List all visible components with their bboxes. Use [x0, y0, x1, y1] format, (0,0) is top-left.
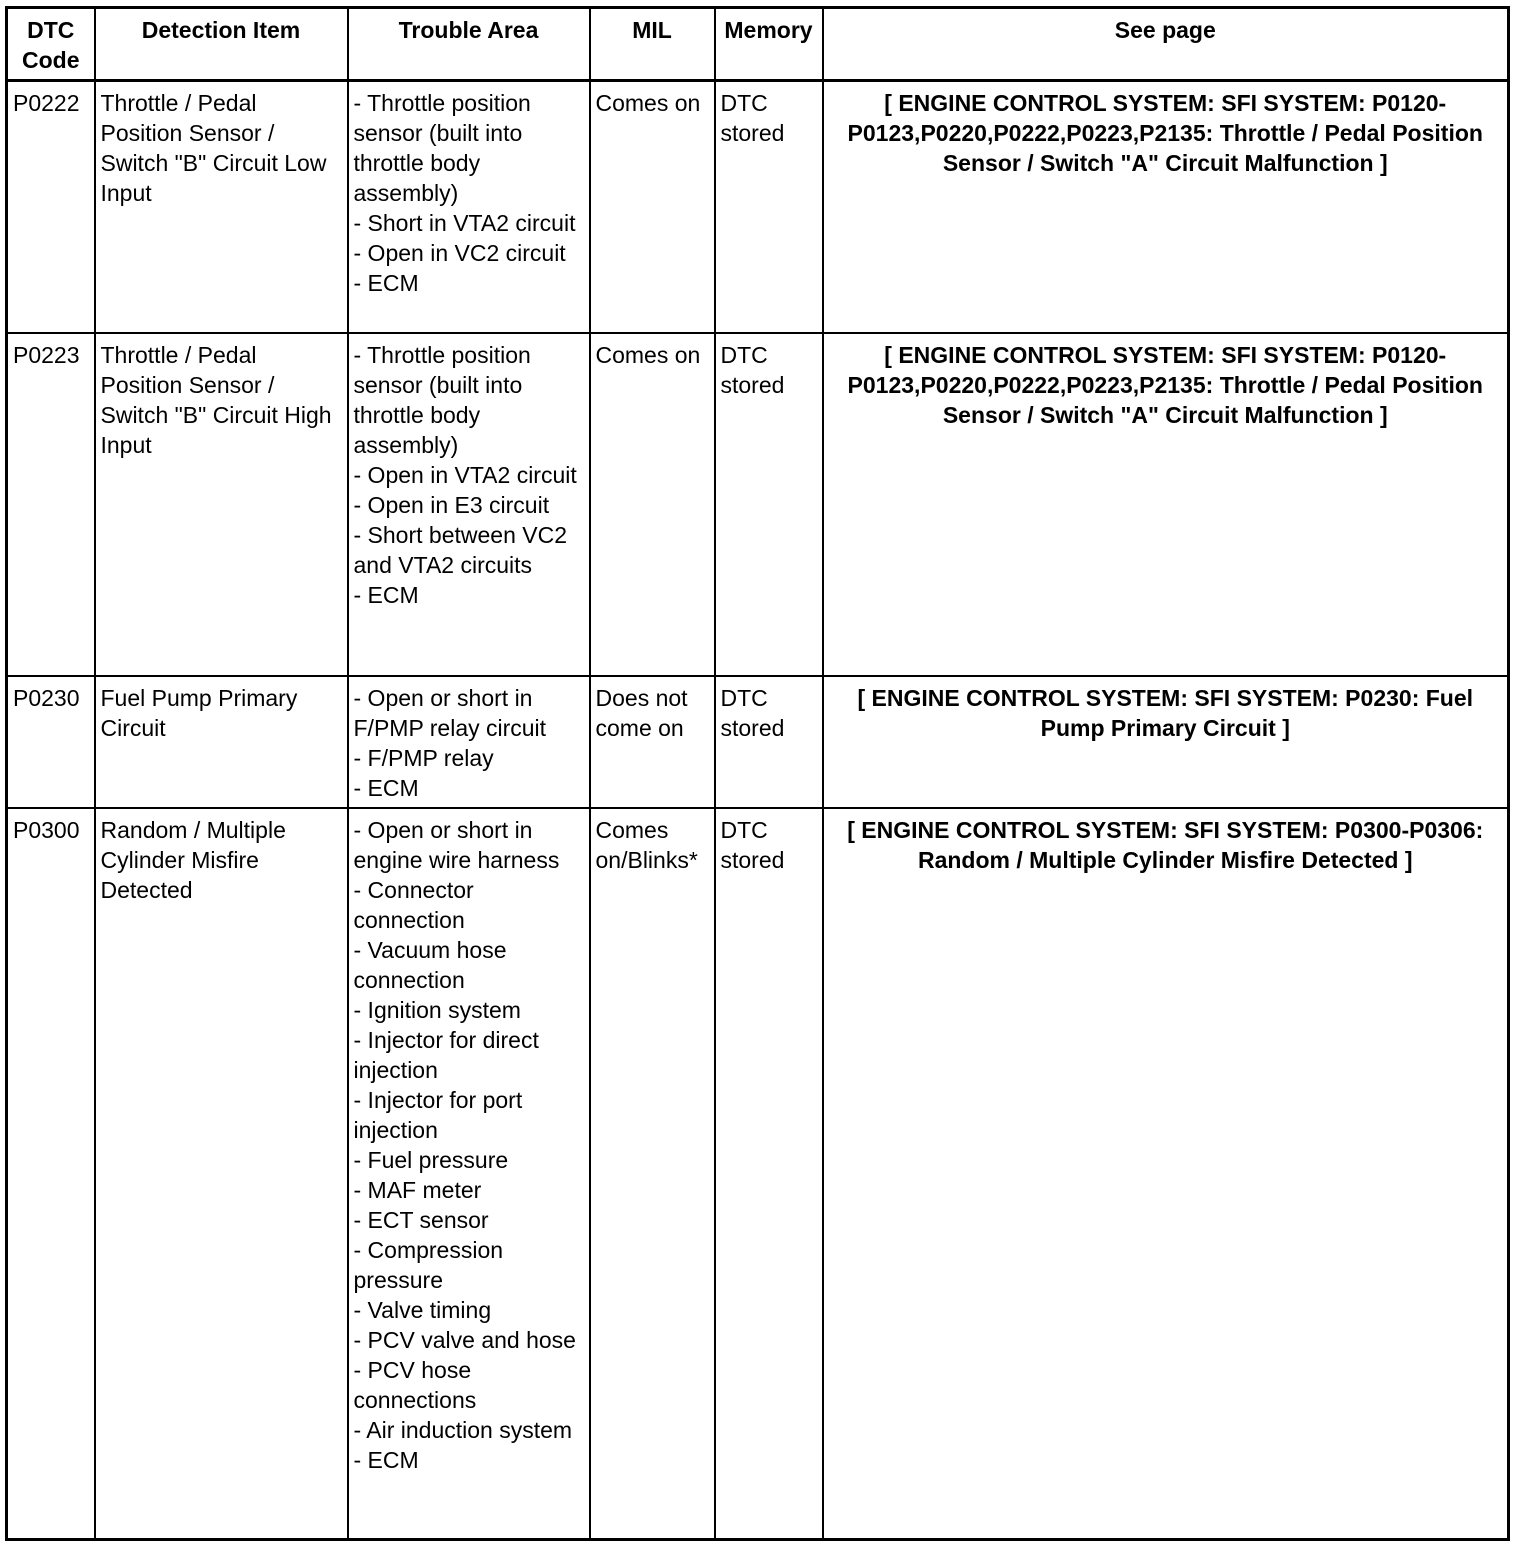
- memory-cell: DTC stored: [715, 333, 823, 676]
- memory-cell: DTC stored: [715, 676, 823, 808]
- trouble-area-item: - Fuel pressure: [353, 1146, 509, 1173]
- trouble-area-cell: [348, 81, 590, 333]
- trouble-area-item: - Throttle position sensor (built into throttle body assembly): [353, 90, 531, 206]
- trouble-area-cell: [348, 333, 590, 676]
- mil-cell: Does not come on: [590, 676, 715, 808]
- mil-cell: Comes on/Blinks*: [590, 808, 715, 1540]
- table-row: [7, 81, 1509, 333]
- trouble-area-item: - ECM: [353, 270, 419, 296]
- table-header-row: [7, 8, 1509, 81]
- trouble-area-item: - F/PMP relay: [353, 744, 494, 771]
- trouble-area-item: - Short in VTA2 circuit: [353, 210, 576, 236]
- detection-item-cell: Fuel Pump Primary Circuit: [95, 676, 348, 808]
- trouble-area-cell: [348, 808, 590, 1540]
- mil-cell: Comes on: [590, 81, 715, 333]
- mil-cell: Comes on: [590, 333, 715, 676]
- trouble-area-item: - Open in VTA2 circuit: [353, 461, 577, 488]
- trouble-area-item: - Open or short in F/PMP relay circuit: [353, 684, 547, 741]
- detection-item-cell: Throttle / Pedal Position Sensor / Switch "B" Circuit Low Input: [95, 81, 348, 333]
- trouble-area-item: - PCV valve and hose: [353, 1326, 576, 1353]
- trouble-area-item: - Injector for port injection: [353, 1086, 523, 1143]
- trouble-area-item: - PCV hose connections: [353, 1356, 477, 1413]
- trouble-area-item: - Compression pressure: [353, 1236, 504, 1293]
- memory-cell: DTC stored: [715, 808, 823, 1540]
- dtc-code-cell: P0230: [7, 676, 95, 808]
- trouble-area-item: - ECT sensor: [353, 1206, 489, 1233]
- trouble-area-item: - Vacuum hose connection: [353, 936, 507, 993]
- trouble-area-item: - ECM: [353, 1446, 419, 1473]
- header-mil: MIL: [590, 8, 715, 81]
- dtc-table: [5, 6, 1510, 1541]
- trouble-area-item: - Ignition system: [353, 996, 521, 1023]
- header-see-page: See page: [823, 8, 1509, 81]
- header-detection-item: Detection Item: [95, 8, 348, 81]
- header-memory: Memory: [715, 8, 823, 81]
- memory-cell: DTC stored: [715, 81, 823, 333]
- table-row: [7, 808, 1509, 1540]
- trouble-area-cell: [348, 676, 590, 808]
- dtc-code-cell: P0300: [7, 808, 95, 1540]
- trouble-area-item: - Valve timing: [353, 1296, 492, 1323]
- see-page-link[interactable]: [ ENGINE CONTROL SYSTEM: SFI SYSTEM: P0120-P0123,P0220,P0222,P0223,P2135: Throttle / Pedal Position Sensor / Switch "A" Circuit Malfunction ]: [823, 81, 1509, 333]
- table-row: [7, 676, 1509, 808]
- see-page-link[interactable]: [ ENGINE CONTROL SYSTEM: SFI SYSTEM: P0300-P0306: Random / Multiple Cylinder Misfire Detected ]: [823, 808, 1509, 1540]
- header-dtc-code: DTC Code: [7, 8, 95, 81]
- trouble-area-item: - ECM: [353, 774, 419, 801]
- detection-item-cell: Random / Multiple Cylinder Misfire Detected: [95, 808, 348, 1540]
- dtc-code-cell: P0223: [7, 333, 95, 676]
- trouble-area-item: - Injector for direct injection: [353, 1026, 539, 1083]
- header-trouble-area: Trouble Area: [348, 8, 590, 81]
- dtc-code-cell: P0222: [7, 81, 95, 333]
- trouble-area-item: - Open in VC2 circuit: [353, 240, 566, 266]
- trouble-area-item: - Open or short in engine wire harness: [353, 816, 560, 873]
- trouble-area-item: - Throttle position sensor (built into throttle body assembly): [353, 341, 531, 458]
- see-page-link[interactable]: [ ENGINE CONTROL SYSTEM: SFI SYSTEM: P0120-P0123,P0220,P0222,P0223,P2135: Throttle / Pedal Position Sensor / Switch "A" Circuit Malfunction ]: [823, 333, 1509, 676]
- trouble-area-item: - Connector connection: [353, 876, 474, 933]
- trouble-area-item: - Air induction system: [353, 1416, 573, 1443]
- trouble-area-item: - Short between VC2 and VTA2 circuits: [353, 521, 568, 578]
- trouble-area-item: - Open in E3 circuit: [353, 491, 550, 518]
- see-page-link[interactable]: [ ENGINE CONTROL SYSTEM: SFI SYSTEM: P0230: Fuel Pump Primary Circuit ]: [823, 676, 1509, 808]
- table-row: [7, 333, 1509, 676]
- detection-item-cell: Throttle / Pedal Position Sensor / Switch "B" Circuit High Input: [95, 333, 348, 676]
- trouble-area-item: - ECM: [353, 581, 419, 608]
- trouble-area-item: - MAF meter: [353, 1176, 482, 1203]
